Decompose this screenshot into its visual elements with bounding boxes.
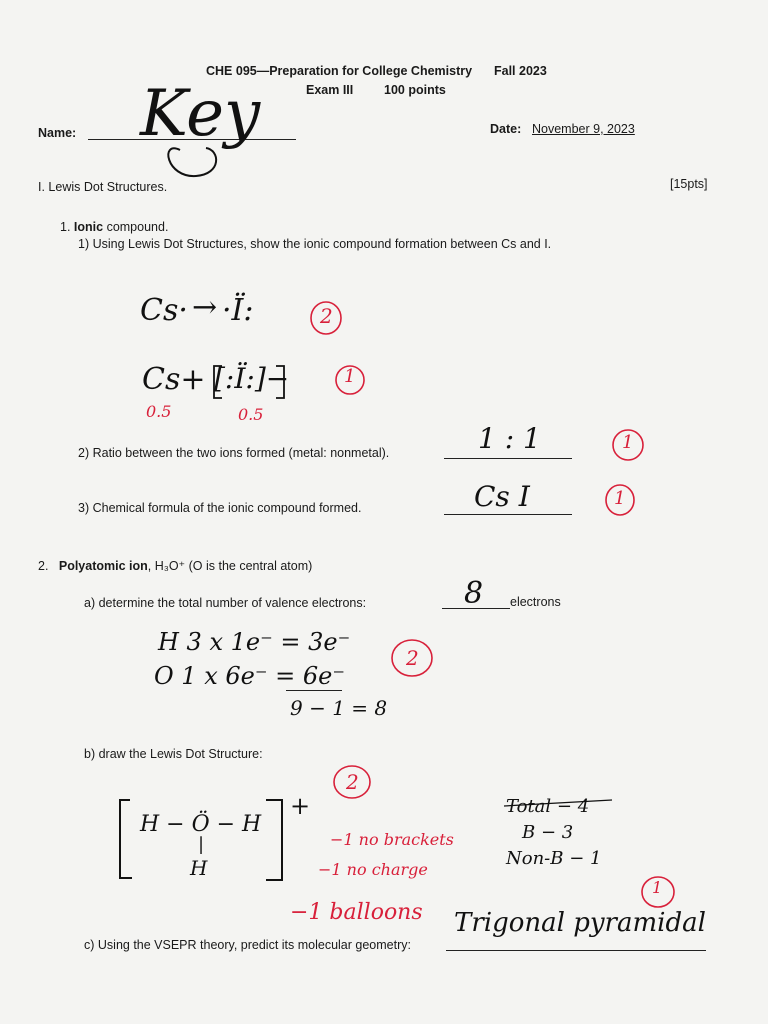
structure-bond: | — [198, 834, 205, 855]
circle-score2 — [336, 366, 364, 394]
section-points: [15pts] — [670, 177, 708, 191]
date-label: Date: — [490, 122, 522, 136]
work-line2: O 1 x 6e⁻ = 6e⁻ — [154, 662, 346, 690]
date-value: November 9, 2023 — [532, 122, 635, 136]
q1-cation: Cs+ — [142, 362, 206, 397]
q2-a-answer: 8 — [464, 576, 484, 611]
total-strike — [504, 800, 612, 806]
name-flourish — [168, 148, 216, 176]
q2-score-a: 2 — [406, 646, 419, 670]
work-line1: H 3 x 1e⁻ = 3e⁻ — [158, 628, 351, 656]
section-title: I. Lewis Dot Structures. — [38, 180, 168, 194]
q1-cs-dot: Cs· — [140, 293, 188, 328]
q2-a-unit: electrons — [510, 595, 561, 609]
name-label: Name: — [38, 126, 77, 140]
q1-number: 1. — [60, 220, 71, 234]
circle-score4 — [606, 485, 634, 515]
q2-score-c: 1 — [652, 878, 663, 897]
circle-score3 — [613, 430, 643, 460]
q1-arrow: → — [192, 290, 218, 325]
q1-sub1: 1) Using Lewis Dot Structures, show the ionic compound formation between Cs and I. — [78, 237, 552, 251]
circle-score-a — [392, 640, 432, 676]
structure-top: H − Ö − H — [140, 812, 262, 837]
term: Fall 2023 — [494, 64, 547, 78]
anion-bracket-right — [276, 366, 284, 398]
q1-half1: 0.5 — [146, 402, 172, 421]
q1-bold: Ionic — [73, 220, 104, 234]
structure-bottom: H — [190, 856, 208, 880]
q1-half2: 0.5 — [238, 405, 264, 424]
structure-bracket-left — [120, 800, 132, 878]
exam-title: Exam III — [306, 83, 354, 97]
q1-score1: 2 — [320, 304, 333, 328]
exam-points: 100 points — [384, 83, 446, 97]
q2-b: b) draw the Lewis Dot Structure: — [84, 747, 263, 761]
note-bonding: B − 3 — [522, 822, 574, 843]
q1-formula: Cs I — [474, 480, 530, 513]
circle-score-b — [334, 766, 370, 798]
note-total: Total − 4 — [506, 796, 590, 817]
circle-score1 — [311, 302, 341, 334]
q1-iodine: ·Ï: — [222, 293, 254, 328]
q1-rest: compound. — [103, 220, 169, 234]
structure-bracket-right — [266, 800, 282, 880]
structure-charge: + — [290, 792, 311, 820]
penalty-charge: −1 no charge — [318, 860, 428, 879]
q2-c-answer: Trigonal pyramidal — [454, 908, 706, 938]
q1-ratio: 1 : 1 — [478, 422, 541, 455]
q1-score2: 1 — [344, 366, 356, 387]
work-line3: 9 − 1 = 8 — [290, 696, 388, 720]
q2-score-b: 2 — [346, 770, 359, 794]
penalty-balloons: −1 balloons — [290, 900, 423, 925]
circle-score-c — [642, 877, 674, 907]
q1-score3: 1 — [622, 432, 634, 453]
q2-number: 2. — [38, 559, 49, 573]
name-handwritten: Key — [140, 77, 261, 151]
q2-a: a) determine the total number of valence electrons: — [84, 596, 367, 610]
penalty-brackets: −1 no brackets — [330, 830, 454, 849]
anion-bracket-left — [214, 366, 222, 398]
note-nonbonding: Non-B − 1 — [506, 848, 602, 869]
q2-c: c) Using the VSEPR theory, predict its molecular geometry: — [84, 938, 411, 952]
q1-score4: 1 — [614, 488, 626, 509]
q2-bold: Polyatomic ion — [58, 559, 148, 573]
q1-sub2: 2) Ratio between the two ions formed (metal: nonmetal). — [78, 446, 390, 460]
q1-anion: [:Ï:]− — [214, 362, 290, 395]
q1-sub3: 3) Chemical formula of the ionic compound formed. — [78, 501, 362, 515]
q2-rest: , H₃O⁺ (O is the central atom) — [147, 559, 313, 573]
course-title: CHE 095—Preparation for College Chemistry — [206, 64, 473, 78]
